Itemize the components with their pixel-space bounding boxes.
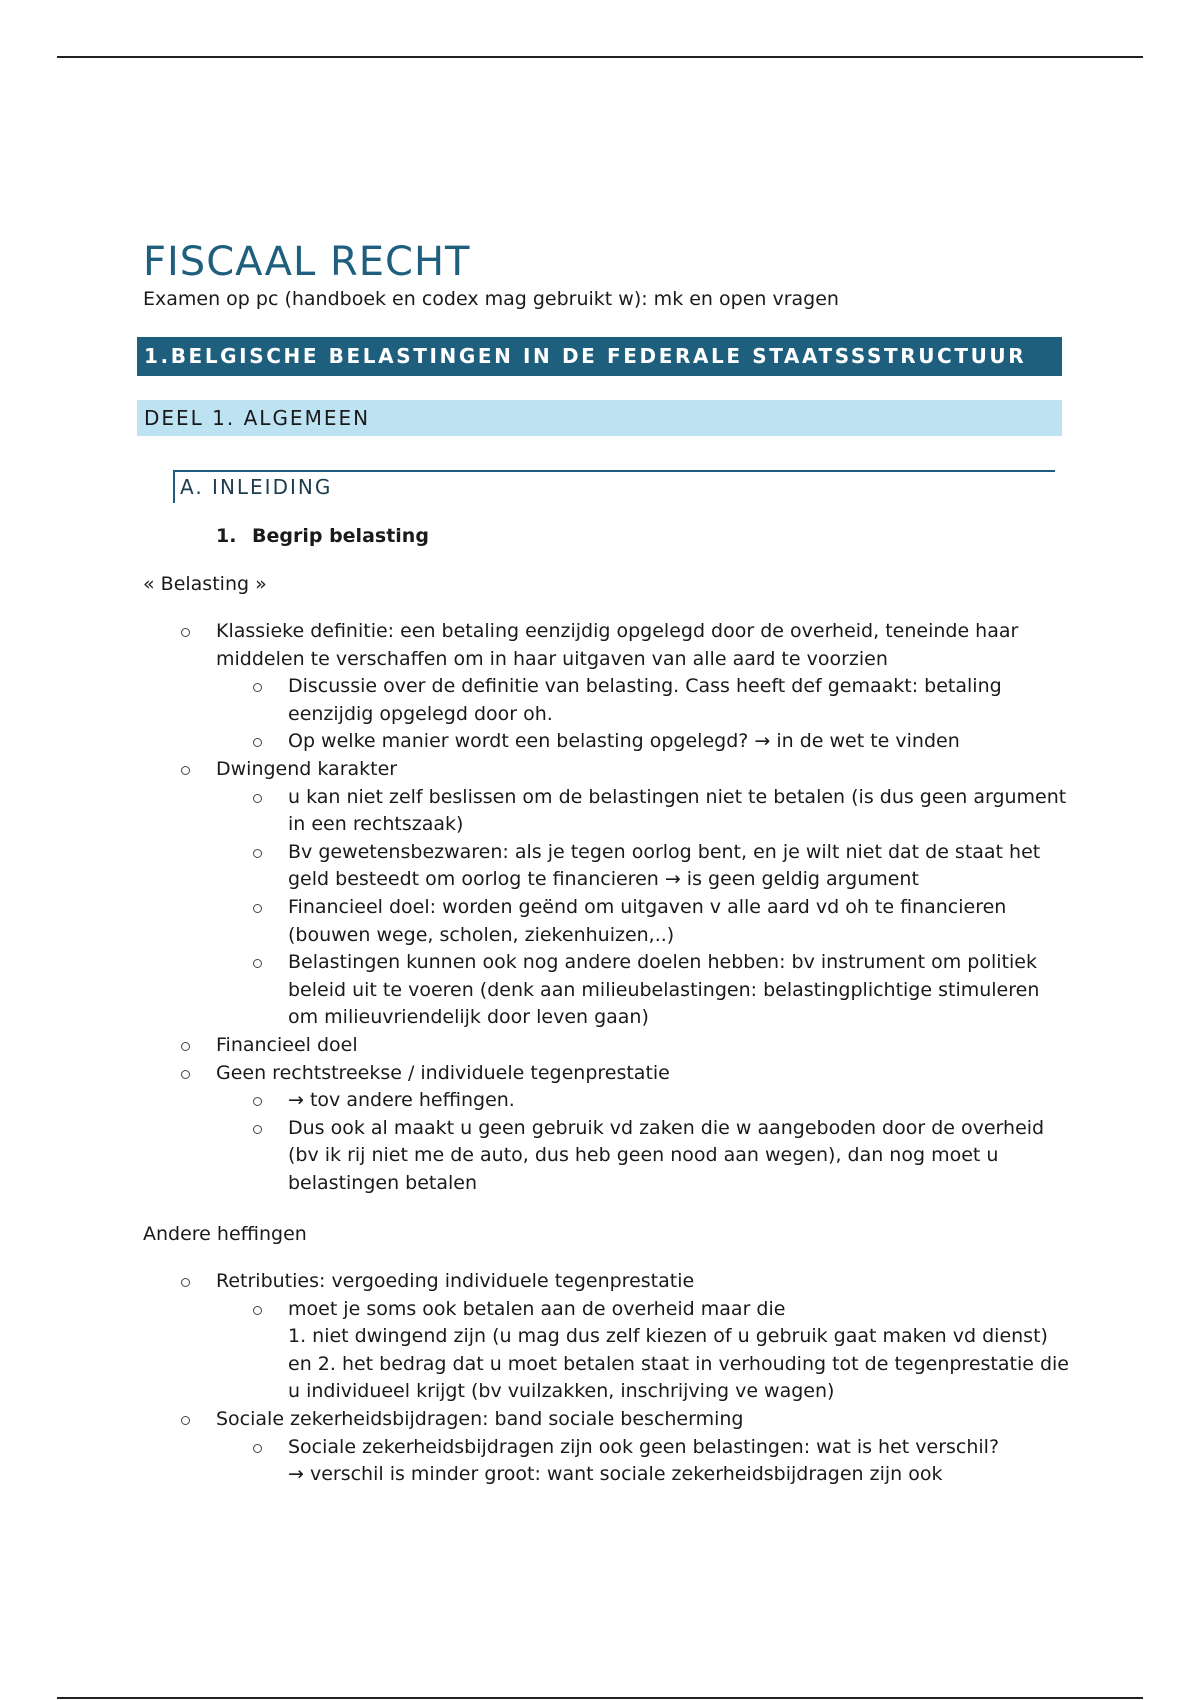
- belasting-list: [0, 618, 1200, 1197]
- list-item: u kan niet zelf beslissen om de belastingen niet te betalen (is dus geen argument in een rechtszaak): [0, 784, 1200, 839]
- page-bottom-rule: [57, 1697, 1143, 1699]
- andere-heffingen-list: [0, 1268, 1200, 1489]
- subsection-heading: [216, 525, 429, 547]
- list-item: Financieel doel: [0, 1032, 1200, 1060]
- andere-heffingen-label: Andere heffingen: [143, 1223, 307, 1245]
- section-heading: A. INLEIDING: [180, 475, 333, 499]
- bullet-icon: [181, 1042, 190, 1051]
- exam-info: Examen op pc (handboek en codex mag gebruikt w): mk en open vragen: [143, 288, 839, 310]
- list-item: Dwingend karakter: [0, 756, 1200, 784]
- document-title: FISCAAL RECHT: [143, 238, 471, 285]
- bullet-icon: [181, 1070, 190, 1079]
- part-heading: DEEL 1. ALGEMEEN: [137, 400, 1062, 436]
- section-heading-bar: [173, 470, 175, 503]
- page-top-rule: [57, 56, 1143, 58]
- chapter-heading: 1.BELGISCHE BELASTINGEN IN DE FEDERALE STAATSSSTRUCTUUR: [137, 337, 1062, 376]
- bullet-icon: [253, 794, 262, 803]
- list-item: Op welke manier wordt een belasting opgelegd? → in de wet te vinden: [0, 728, 1200, 756]
- list-item: Geen rechtstreekse / individuele tegenprestatie: [0, 1060, 1200, 1088]
- list-item: Bv gewetensbezwaren: als je tegen oorlog bent, en je wilt niet dat de staat het geld besteedt om oorlog te financieren → is geen geldig argument: [0, 839, 1200, 894]
- list-item: Klassieke definitie: een betaling eenzijdig opgelegd door de overheid, teneinde haar middelen te verschaffen om in haar uitgaven van alle aard te voorzien: [0, 618, 1200, 673]
- bullet-icon: [181, 766, 190, 775]
- bullet-icon: [253, 683, 262, 692]
- bullet-icon: [253, 904, 262, 913]
- bullet-icon: [253, 1444, 262, 1453]
- bullet-icon: [253, 1097, 262, 1106]
- subsection-number: 1.: [216, 525, 237, 547]
- list-item: Financieel doel: worden geënd om uitgaven v alle aard vd oh te financieren (bouwen wege, scholen, ziekenhuizen,..): [0, 894, 1200, 949]
- list-item: Sociale zekerheidsbijdragen zijn ook geen belastingen: wat is het verschil? → verschil is minder groot: want sociale zekerheidsbijdragen zijn ook: [0, 1434, 1200, 1489]
- bullet-icon: [253, 849, 262, 858]
- bullet-icon: [253, 1125, 262, 1134]
- bullet-icon: [253, 1306, 262, 1315]
- list-item: Discussie over de definitie van belasting. Cass heeft def gemaakt: betaling eenzijdig opgelegd door oh.: [0, 673, 1200, 728]
- list-item: Belastingen kunnen ook nog andere doelen hebben: bv instrument om politiek beleid uit te voeren (denk aan milieubelastingen: belastingplichtige stimuleren om milieuvriendelijk door leven gaan): [0, 949, 1200, 1032]
- bullet-icon: [253, 738, 262, 747]
- bullet-icon: [181, 1416, 190, 1425]
- list-item: Sociale zekerheidsbijdragen: band sociale bescherming: [0, 1406, 1200, 1434]
- list-item: moet je soms ook betalen aan de overheid maar die 1. niet dwingend zijn (u mag dus zelf kiezen of u gebruik gaat maken vd dienst) en 2. het bedrag dat u moet betalen staat in verhouding tot de tegenprestatie die u individueel krijgt (bv vuilzakken, inschrijving ve wagen): [0, 1296, 1200, 1406]
- subsection-title: Begrip belasting: [252, 525, 429, 547]
- belasting-label: « Belasting »: [143, 573, 267, 595]
- section-heading-rule: [173, 470, 1055, 472]
- list-item: Retributies: vergoeding individuele tegenprestatie: [0, 1268, 1200, 1296]
- list-item: → tov andere heffingen.: [0, 1087, 1200, 1115]
- bullet-icon: [253, 959, 262, 968]
- bullet-icon: [181, 1278, 190, 1287]
- list-item: Dus ook al maakt u geen gebruik vd zaken die w aangeboden door de overheid (bv ik rij niet me de auto, dus heb geen nood aan wegen), dan nog moet u belastingen betalen: [0, 1115, 1200, 1198]
- bullet-icon: [181, 628, 190, 637]
